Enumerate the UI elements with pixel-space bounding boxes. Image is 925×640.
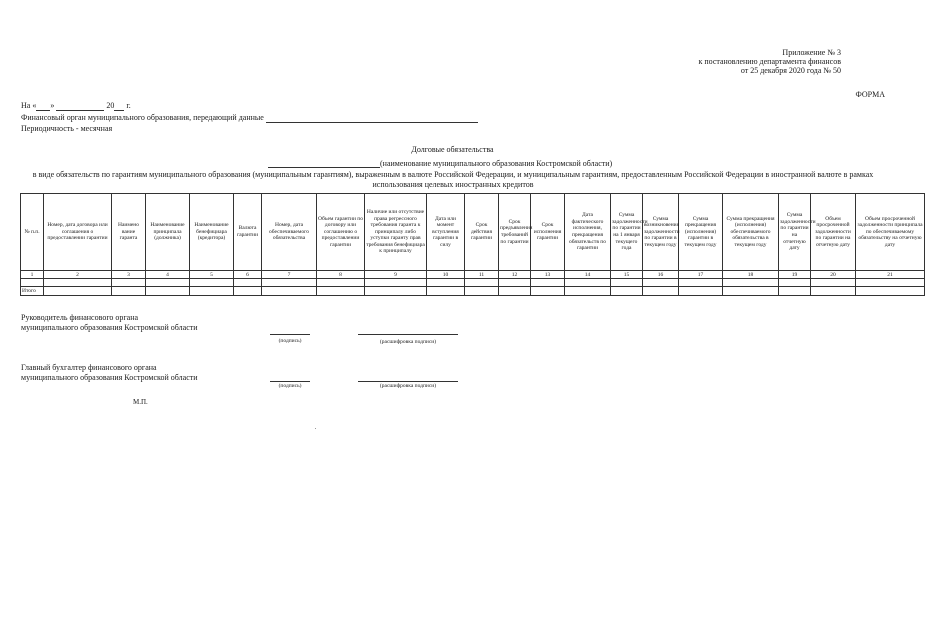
signature-title-line: муниципального образования Костромской области [21,323,198,332]
appendix-line: Приложение № 3 [782,48,841,57]
column-number: 17 [679,271,723,279]
column-number: 13 [531,271,565,279]
periodicity: Периодичность - месячная [21,124,113,133]
mo-name-placeholder: (наименование муниципального образования Костромской области) [380,159,613,168]
date-prefix: На « [21,101,37,110]
column-header: Срок предъявления требований по гарантии [499,194,531,271]
obligations-table [20,193,925,296]
column-header: Номер, дата договора или соглашения о предоставлении гарантии [44,194,112,271]
column-header: Сумма прекращения (исполнения) гарантии в текущем году [679,194,723,271]
signature-head-title [21,313,198,333]
column-number: 12 [499,271,531,279]
fin-org-line [21,113,478,123]
column-number: 7 [262,271,317,279]
column-number: 4 [146,271,190,279]
column-number-row [21,271,925,279]
column-number: 16 [643,271,679,279]
column-number: 10 [427,271,465,279]
column-number: 9 [365,271,427,279]
column-number: 18 [723,271,779,279]
scan-speck [315,428,316,429]
form-label: ФОРМА [855,90,885,99]
signature-name-line [358,334,458,335]
month-blank [56,102,104,111]
mo-name-line [268,159,612,168]
signature-title-line: Главный бухгалтер финансового органа [21,363,157,372]
total-row [21,287,925,296]
column-header: Наличие или отсутствие права регрессного требования гаранта к принципалу либо уступки гаранту прав требования бенефициара к принципалу [365,194,427,271]
data-row-empty [21,279,925,287]
column-header: Объем просроченной задолженности принципала по обеспечиваемому обязательству на отчетную дату [856,194,925,271]
column-header: Объем просроченной задолженности по гарантии на отчетную дату [811,194,856,271]
signature-line [270,334,310,335]
signature-name-caption: (расшифровка подписи) [379,383,437,389]
column-header: Наименование принципала (должника) [146,194,190,271]
report-date-line [21,101,131,111]
signature-title-line: Руководитель финансового органа [21,313,139,322]
signature-line [270,381,310,382]
date-suffix: г. [126,101,131,110]
signature-name-caption: (расшифровка подписи) [379,339,437,345]
mo-name-blank [268,160,380,168]
column-header: Сумма задолженности по гарантии на 1 января текущего года [611,194,643,271]
table-header-row [21,194,925,271]
column-number: 15 [611,271,643,279]
date-year: 20 [106,101,115,110]
column-header: Наименование бенефициара (кредитора) [190,194,234,271]
column-number: 14 [565,271,611,279]
column-header: Объем гарантии по договору или соглашению о предоставлении гарантии [317,194,365,271]
column-number: 6 [234,271,262,279]
column-number: 19 [779,271,811,279]
appendix-line: к постановлению департамента финансов [698,57,841,66]
column-header: Сумма задолженности по гарантии на отчетную дату [779,194,811,271]
appendix-line: от 25 декабря 2020 года № 50 [740,66,841,75]
fin-org-label: Финансовый орган муниципального образования, передающий данные [21,113,264,122]
signature-accountant-title [21,363,198,383]
column-number: 3 [112,271,146,279]
stamp-label: М.П. [133,398,148,406]
column-number: 11 [465,271,499,279]
column-header: Сумма прекращения (исполнения) обеспечиваемого обязательства в текущем году [723,194,779,271]
column-number: 2 [44,271,112,279]
column-header: Валюта гарантии [234,194,262,271]
total-label: Итого [21,287,44,296]
column-header: № п.п. [21,194,44,271]
fin-org-blank [266,114,478,123]
column-header: Срок исполнения гарантии [531,194,565,271]
signature-title-line: муниципального образования Костромской области [21,373,198,382]
column-number: 20 [811,271,856,279]
column-header: Срок действия гарантии [465,194,499,271]
signature-caption: (подпись) [278,383,302,389]
document-title: Долговые обязательства [411,145,494,154]
column-header: Наимено вание гаранта [112,194,146,271]
column-number: 5 [190,271,234,279]
appendix-reference [698,48,841,75]
column-number: 21 [856,271,925,279]
document-intro: в виде обязательств по гарантиям муниципального образования (муниципальным гарантиям), выраженным в валюте Российской Федерации, и муниципальным гарантиям, предоставленным Российской Федерации в иностранной валюте в рамках использования целевых иностранных кредитов [32,170,874,189]
column-number: 8 [317,271,365,279]
day-blank [36,102,50,111]
signature-name-line [358,381,458,382]
column-header: Номер, дата обеспечиваемого обязательства [262,194,317,271]
date-mid: » [50,101,55,110]
column-header: Сумма возникновения задолженности по гарантии в текущем году [643,194,679,271]
column-header: Дата фактического исполнения, прекращения обязательств по гарантии [565,194,611,271]
year-blank [114,102,124,111]
column-number: 1 [21,271,44,279]
column-header: Дата или момент вступления гарантии в силу [427,194,465,271]
signature-caption: (подпись) [278,338,302,344]
